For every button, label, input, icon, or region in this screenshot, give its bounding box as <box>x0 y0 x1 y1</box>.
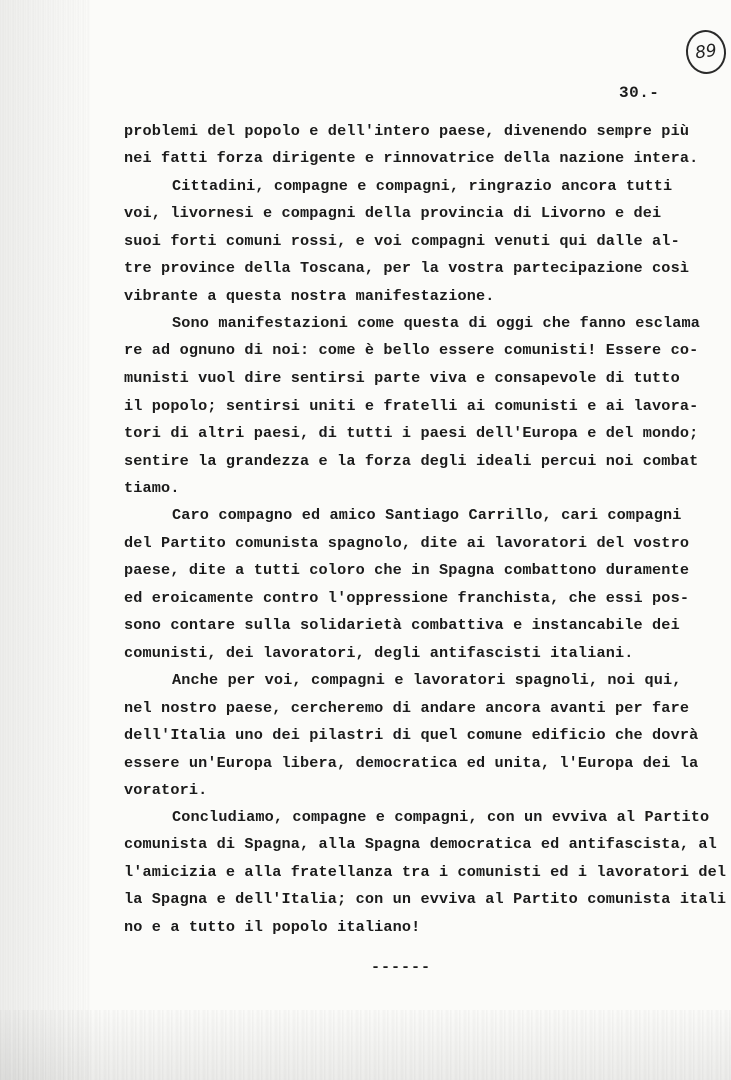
text-line: voi, livornesi e compagni della provincia di Livorno e dei <box>124 204 662 222</box>
text-line: la Spagna e dell'Italia; con un evviva al Partito comunista itali <box>124 890 727 908</box>
text-line: nel nostro paese, cercheremo di andare ancora avanti per fare <box>124 699 690 717</box>
text-line: ed eroicamente contro l'oppressione franchista, che essi pos- <box>124 589 690 607</box>
text-line: essere un'Europa libera, democratica ed unita, l'Europa dei la <box>124 754 699 772</box>
scan-edge-noise <box>0 0 90 1080</box>
text-line: problemi del popolo e dell'intero paese, divenendo sempre più <box>124 122 690 140</box>
end-divider: ------ <box>371 959 432 976</box>
text-line: voratori. <box>124 781 208 799</box>
text-line: suoi forti comuni rossi, e voi compagni venuti qui dalle al- <box>124 232 680 250</box>
text-line: Sono manifestazioni come questa di oggi che fanno esclama <box>172 314 701 332</box>
text-line: paese, dite a tutti coloro che in Spagna combattono duramente <box>124 561 690 579</box>
text-line: re ad ognuno di noi: come è bello essere comunisti! Essere co- <box>124 341 699 359</box>
text-line: tre province della Toscana, per la vostra partecipazione così <box>124 259 690 277</box>
text-line: comunisti, dei lavoratori, degli antifascisti italiani. <box>124 644 634 662</box>
text-line: il popolo; sentirsi uniti e fratelli ai comunisti e ai lavora- <box>124 397 699 415</box>
archive-stamp: 89 <box>683 27 729 76</box>
text-line: del Partito comunista spagnolo, dite ai lavoratori del vostro <box>124 534 690 552</box>
text-line: sentire la grandezza e la forza degli ideali percui noi combat <box>124 452 699 470</box>
text-line: l'amicizia e alla fratellanza tra i comunisti ed i lavoratori del <box>124 863 727 881</box>
text-line: comunista di Spagna, alla Spagna democratica ed antifascista, al <box>124 835 717 853</box>
text-line: munisti vuol dire sentirsi parte viva e consapevole di tutto <box>124 369 680 387</box>
scan-bottom-noise <box>0 1010 731 1080</box>
text-line: tiamo. <box>124 479 180 497</box>
text-line: Cittadini, compagne e compagni, ringrazio ancora tutti <box>172 177 673 195</box>
text-line: sono contare sulla solidarietà combattiva e instancabile dei <box>124 616 680 634</box>
text-line: dell'Italia uno dei pilastri di quel comune edificio che dovrà <box>124 726 699 744</box>
text-line: nei fatti forza dirigente e rinnovatrice della nazione intera. <box>124 149 699 167</box>
text-line: vibrante a questa nostra manifestazione. <box>124 287 495 305</box>
text-line: Anche per voi, compagni e lavoratori spagnoli, noi qui, <box>172 671 682 689</box>
text-line: Concludiamo, compagne e compagni, con un evviva al Partito <box>172 808 710 826</box>
text-line: tori di altri paesi, di tutti i paesi dell'Europa e del mondo; <box>124 424 699 442</box>
page-number: 30.- <box>619 84 660 102</box>
text-line: no e a tutto il popolo italiano! <box>124 918 421 936</box>
text-line: Caro compagno ed amico Santiago Carrillo, cari compagni <box>172 506 682 524</box>
